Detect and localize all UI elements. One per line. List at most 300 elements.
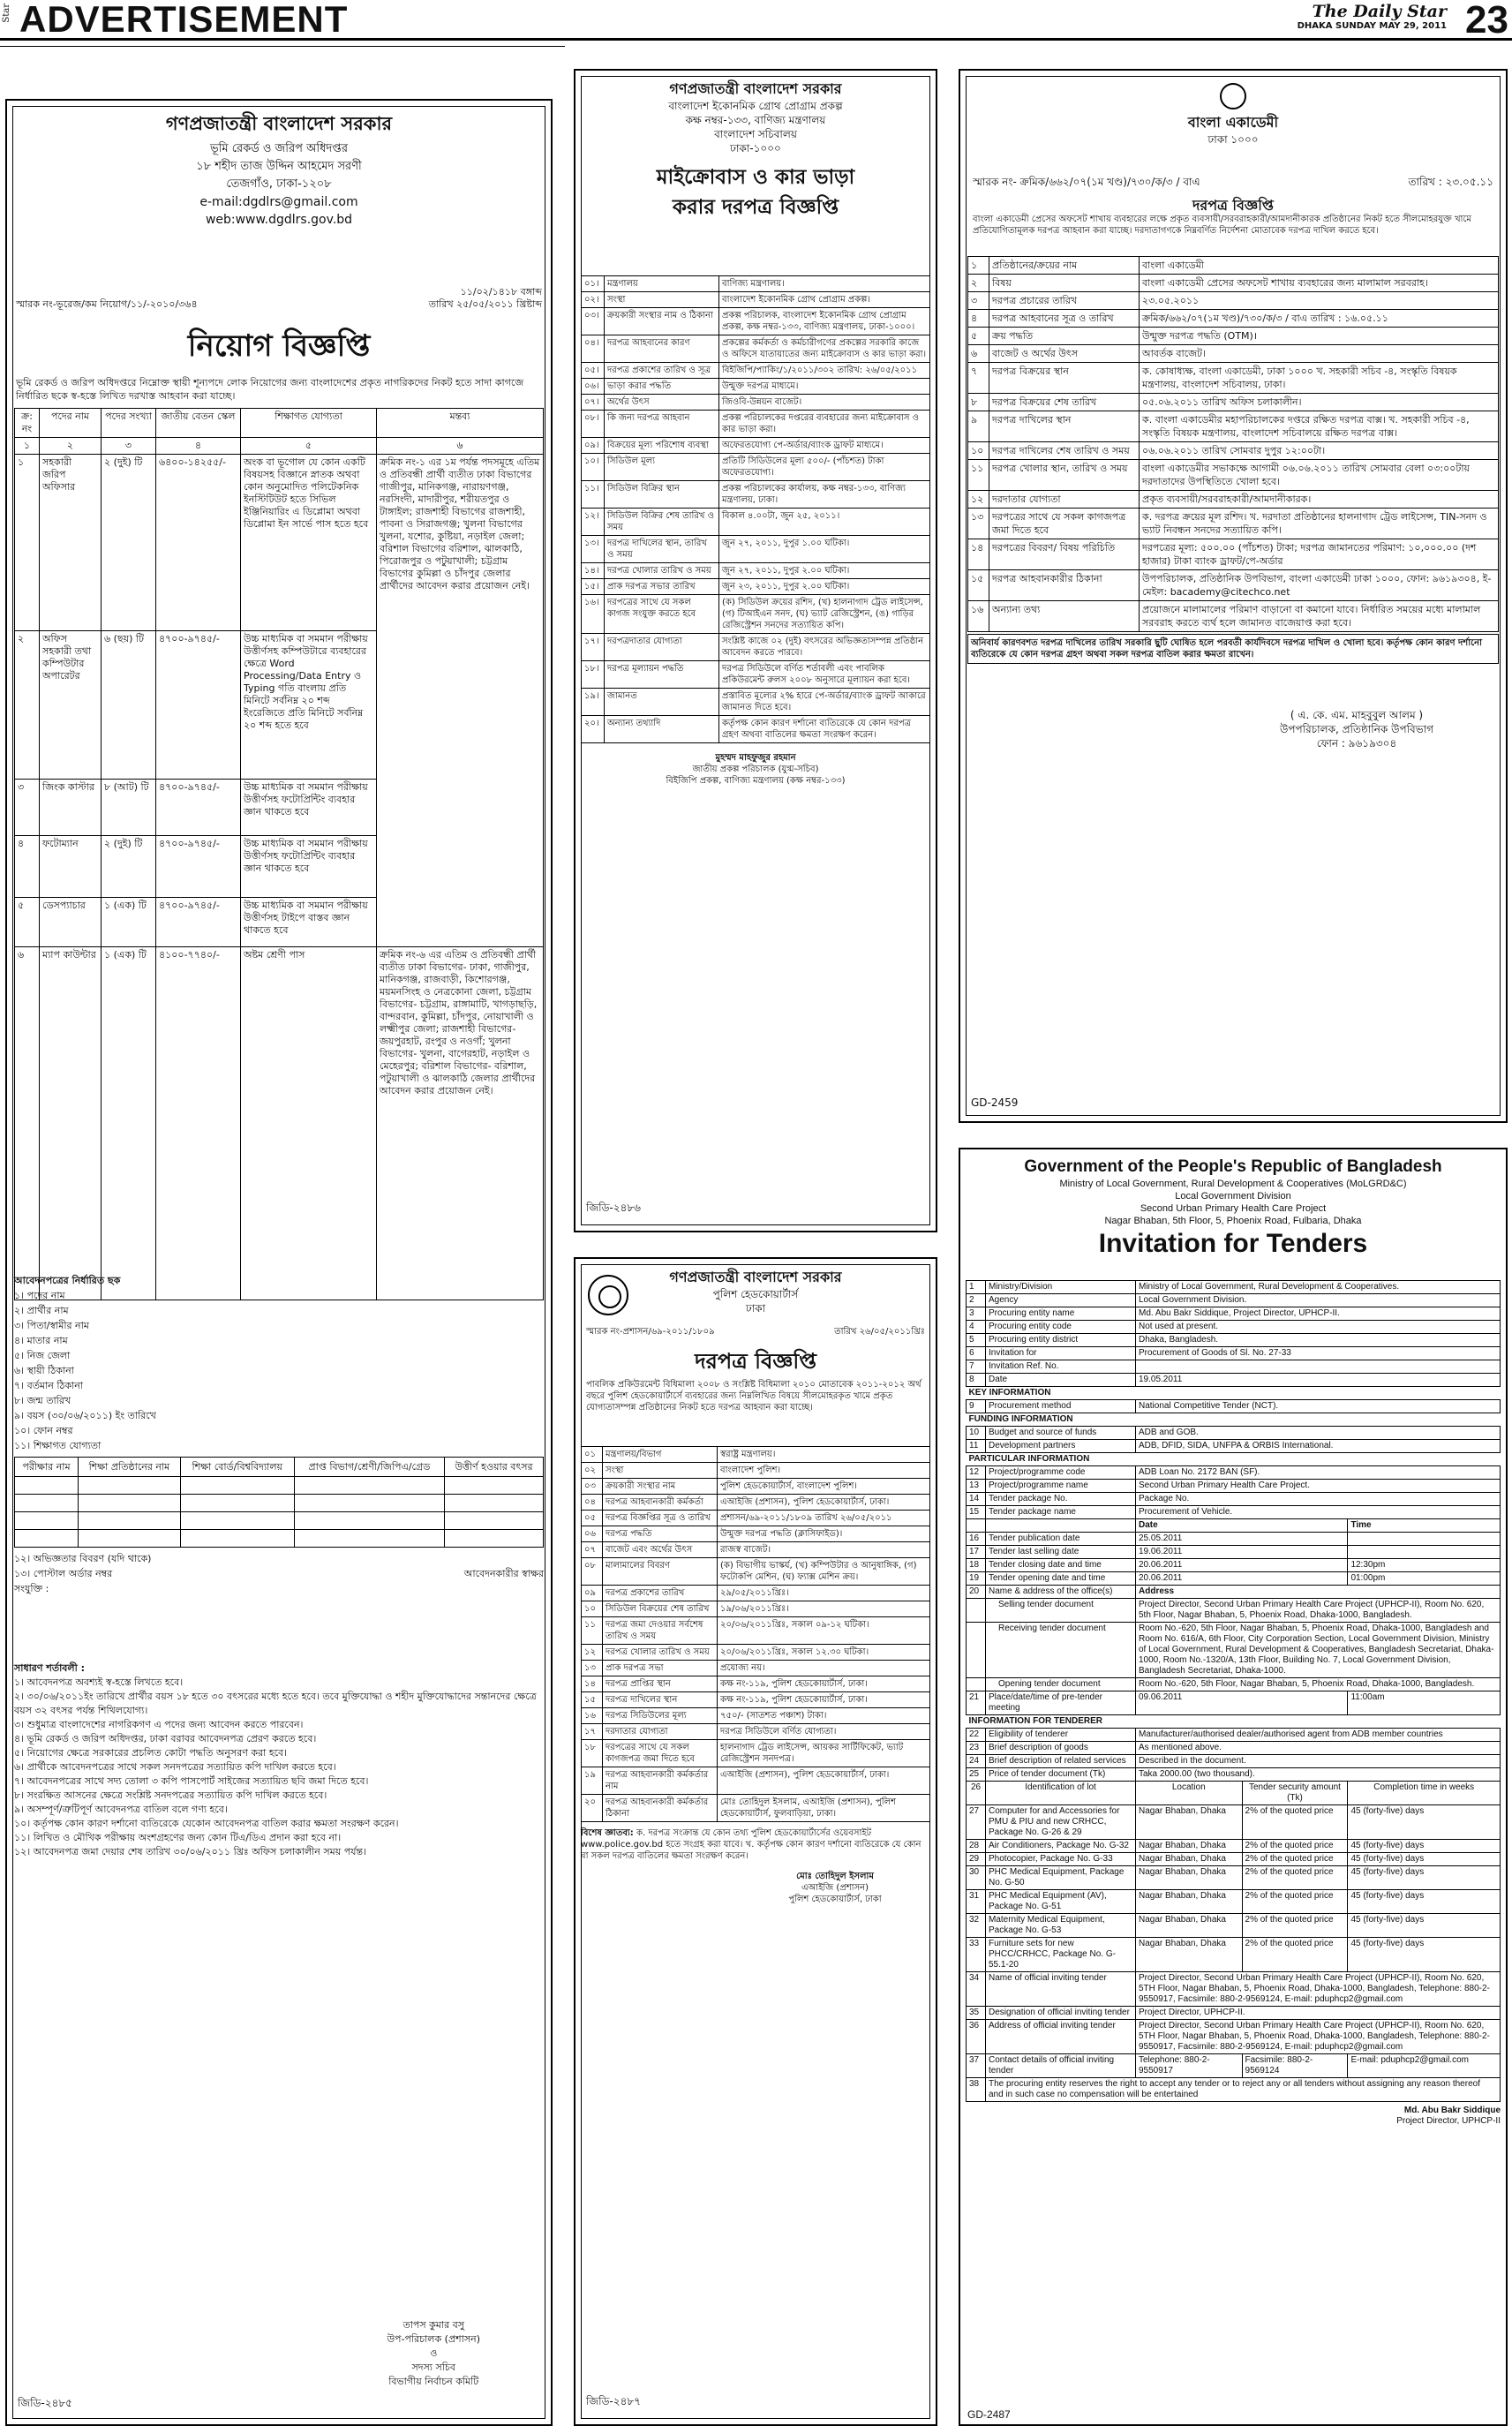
cell: উন্মুক্ত দরপত্র মাধ্যমে।	[719, 379, 930, 395]
table-row	[968, 570, 1499, 601]
table-row	[582, 1795, 930, 1822]
col-header: পদের সংখ্যা	[102, 409, 156, 438]
cell: 18	[967, 1559, 986, 1572]
address-line: পুলিশ হেডকোয়ার্টার্স	[712, 1288, 799, 1300]
address-line: ঢাকা ১০০০	[1207, 133, 1259, 146]
cell: ০৬.০৬.২০১১ তারিখ সোমবার দুপুর ১২:০০টা।	[1140, 442, 1499, 460]
condition: ৮। সংরক্ষিত আসনের ক্ষেত্রে সংশ্লিষ্ট সনদপত্রের সত্যায়িত কপি দাখিল করতে হবে।	[14, 1789, 327, 1801]
cell: INFORMATION FOR TENDERER	[967, 1715, 1501, 1729]
cell: 23	[967, 1742, 986, 1755]
cell: অন্যান্য তথ্য	[989, 601, 1140, 632]
cell: কক্ষ নং-১১৯, পুলিশ হেডকোয়ার্টার্স, ঢাকা।	[718, 1692, 930, 1708]
address-line: ঢাকা	[745, 1302, 766, 1315]
cell: Completion time in weeks	[1348, 1782, 1501, 1805]
cell: Nagar Bhaban, Dhaka	[1136, 1938, 1243, 1972]
cell: Facsimile: 880-2-9569124	[1242, 2054, 1348, 2078]
cell: 15	[967, 1506, 986, 1519]
cell: Tender package No.	[986, 1493, 1136, 1506]
cell: ০৭	[582, 1542, 603, 1558]
table-row	[582, 454, 930, 481]
cell: KEY INFORMATION	[967, 1387, 1501, 1400]
ad-heading: গণপ্রজাতন্ত্রী বাংলাদেশ সরকার	[165, 113, 393, 134]
cell: ১৭	[582, 1724, 603, 1740]
cell: ২৩.০৫.২০১১	[1140, 292, 1499, 310]
newspaper-name: The Daily Star	[1312, 2, 1447, 21]
cell: 17	[967, 1546, 986, 1559]
cell: Procurement method	[986, 1400, 1136, 1413]
cell: দরপত্র আহবানের সূত্র ও তারিখ	[989, 310, 1140, 328]
cell: Selling tender document	[986, 1599, 1136, 1623]
cell: ১৭।	[582, 634, 605, 661]
cell: Nagar Bhaban, Dhaka	[1136, 1866, 1243, 1890]
table-row	[582, 1676, 930, 1692]
table-row	[582, 1526, 930, 1542]
cell: ০২	[582, 1463, 603, 1479]
cell: Nagar Bhaban, Dhaka	[1136, 1805, 1243, 1840]
cell: 45 (forty-five) days	[1348, 1853, 1501, 1866]
cell: ৮ (আট) টি	[102, 780, 156, 836]
cell: Second Urban Primary Health Care Project.	[1136, 1480, 1501, 1493]
cell: FUNDING INFORMATION	[967, 1413, 1501, 1427]
ad-police-tender	[574, 1257, 937, 2426]
table-row	[968, 509, 1499, 539]
cell: Nagar Bhaban, Dhaka	[1136, 1840, 1243, 1853]
special-text: ক. দরপত্র সংক্রান্ত যে কোন তথ্য পুলিশ হেডকোয়ার্টার্সের ওয়েবসাইট www.police.gov.bd হতে সংগ্রহ করা যাবে। খ. কর্তৃপক্ষ কোন কারণ দর্শানো ব্যতিরেকে যে কোন বা সকল দরপত্র বাতিলের ক্ষমতা সংরক্ষণ করেন।	[581, 1828, 921, 1861]
cell: Md. Abu Bakr Siddique, Project Director, UPHCP-II.	[1136, 1307, 1501, 1321]
gd-number: GD-2487	[967, 2408, 1011, 2421]
cell: উচ্চ মাধ্যমিক বা সমমান পরীক্ষায় উত্তীর্ণসহ টাইপে বাস্তব জ্ঞান থাকতে হবে	[241, 898, 377, 947]
cell: Project/programme name	[986, 1480, 1136, 1493]
table-row	[968, 411, 1499, 442]
cell: ১	[968, 257, 989, 275]
note: অনিবার্য কারণবশত দরপত্র দাখিলের তারিখ সরকারি ছুটি ঘোষিত হলে পরবর্তী কার্যদিবসে দরপত্র দাখিল ও খোলা হবে। কর্তৃপক্ষ কোন কারণ দর্শানো ব্যতিরেকে যে কোন দরপত্র গ্রহণ অথবা সকল দরপত্র বাতিল করার ক্ষমতা রাখেন।	[967, 634, 1499, 664]
cell: অর্থের উৎস	[605, 395, 719, 411]
ad-title: দরপত্র বিজ্ঞপ্তি	[695, 1349, 816, 1374]
signer-line: এআইজি (প্রশাসন)	[801, 1883, 869, 1893]
cell: সিডিউল বিক্রির শেষ তারিখ ও সময়	[605, 509, 719, 536]
cell: Ministry of Local Government, Rural Development & Cooperatives.	[1136, 1281, 1501, 1294]
cell: দরপত্র দাখিলের স্থান	[989, 411, 1140, 442]
cell: ১ (এক) টি	[102, 947, 156, 1300]
masthead	[0, 0, 1512, 41]
table-row	[15, 947, 544, 1300]
signer-name: তাপস কুমার বসু	[402, 2319, 465, 2331]
ad-heading: গণপ্রজাতন্ত্রী বাংলাদেশ সরকার	[669, 1269, 842, 1285]
cell: ৭	[968, 363, 989, 394]
cell: ৪	[15, 836, 40, 898]
table-row	[967, 1972, 1501, 2007]
cell: Invitation for	[986, 1347, 1136, 1360]
cell: ডেসপ্যাচার	[40, 898, 102, 947]
cell: হালনাগাদ ট্রেড লাইসেন্স, আয়কর সার্টিফিকেট, ভ্যাট রেজিস্ট্রেশন সনদপত্র।	[718, 1740, 930, 1767]
table-row	[582, 563, 930, 579]
cell	[1348, 1533, 1501, 1546]
cell: 7	[967, 1360, 986, 1374]
ad-vehicle-rent	[574, 69, 937, 1232]
cell: Development partners	[986, 1440, 1136, 1453]
cell: PARTICULAR INFORMATION	[967, 1453, 1501, 1466]
cell	[1348, 1546, 1501, 1559]
cell: Contact details of official inviting tender	[986, 2054, 1136, 2078]
cell: ২ (দুই) টি	[102, 455, 156, 631]
memo-ref: স্মারক নং- ক্রমিক/৬৬২/০৭(১ম খণ্ড)/৭৩০/ক/৩ / বাএ	[973, 176, 1200, 188]
cell: ১১	[968, 460, 989, 491]
cell: 32	[967, 1914, 986, 1938]
cell: 33	[967, 1938, 986, 1972]
address-line: ভূমি রেকর্ড ও জরিপ অধিদপ্তর	[209, 142, 349, 155]
table-row	[967, 1533, 1501, 1546]
table-row	[968, 345, 1499, 363]
vacancy-table	[14, 408, 544, 1300]
form-field: ৭। বর্তমান ঠিকানা	[14, 1380, 83, 1391]
cell: জুন ২৭, ২০১১, দুপুর ১.০০ ঘটিকা।	[719, 536, 930, 563]
table-row	[582, 1617, 930, 1645]
cell: National Competitive Tender (NCT).	[1136, 1400, 1501, 1413]
cell: ২০	[582, 1795, 603, 1822]
cell: Procuring entity district	[986, 1334, 1136, 1347]
cell: বাজেট ও অর্থের উৎস	[989, 345, 1140, 363]
table-row	[582, 276, 930, 292]
cell: প্রকৃত ব্যবসায়ী/সরবরাহকারী/আমদানীকারক।	[1140, 491, 1499, 509]
cell: ভাড়া করার পদ্ধতি	[605, 379, 719, 395]
cell: দরপত্র দাখিলের স্থান	[603, 1692, 718, 1708]
cell: জিওবি-উন্নয়ন বাজেট।	[719, 395, 930, 411]
table-row	[582, 1661, 930, 1676]
cell: দরপত্র প্রকাশের তারিখ	[603, 1586, 718, 1601]
cell: 20.06.2011	[1136, 1572, 1348, 1586]
table-row	[582, 634, 930, 661]
cell: 20	[967, 1586, 986, 1599]
cell: অন্যান্য তথ্যাদি	[605, 716, 719, 743]
memo-ref: স্মারক নং-ভূরেজ/কম নিয়োগ/১১/-২০১০/৩৬৪	[16, 298, 198, 310]
cell: ৬৪০০-১৪২৫৫/-	[156, 455, 241, 631]
ad-title: নিয়োগ বিজ্ঞপ্তি	[187, 328, 371, 364]
cell: দরপত্র জমা দেওয়ার সর্বশেষ তারিখ ও সময়	[603, 1617, 718, 1645]
cell: মন্ত্রণালয়/বিভাগ	[603, 1447, 718, 1463]
cell: Described in the document.	[1136, 1755, 1501, 1768]
cell: Date	[986, 1374, 1136, 1387]
address-line: তেজগাঁও, ঢাকা-১২০৮	[226, 177, 332, 191]
cell: বাংলাদেশ ইকোনমিক গ্রোথ প্রোগ্রাম প্রকল্প।	[719, 292, 930, 308]
cell: প্রকল্প পরিচালক, বাংলাদেশ ইকোনমিক গ্রোথ প্রোগ্রাম প্রকল্প, কক্ষ নম্বর-১৩৩, বাণিজ্য মন্ত্রণালয়, ঢাকা-১০০০।	[719, 308, 930, 335]
ad-recruitment	[5, 99, 553, 2426]
form-field: ৮। জন্ম তারিখ	[14, 1395, 71, 1406]
cell: 12	[967, 1466, 986, 1480]
cell: 2% of the quoted price	[1242, 1853, 1348, 1866]
cell: Tender publication date	[986, 1533, 1136, 1546]
table-row	[967, 1374, 1501, 1387]
cell: 2	[967, 1294, 986, 1307]
table-row	[582, 509, 930, 536]
cell: ৪১০০-৭৭৪০/-	[156, 947, 241, 1300]
table-row	[582, 661, 930, 689]
cell: প্রশাসন/৬৯-২০১১/১৮০৯ তারিখ ২৬/০৫/২০১১	[718, 1511, 930, 1526]
col-number: ২	[40, 438, 102, 455]
ad-invitation-for-tenders	[959, 1148, 1508, 2426]
cell: ম্যাপ কাউন্টার	[40, 947, 102, 1300]
cell: Nagar Bhaban, Dhaka	[1136, 1914, 1243, 1938]
table-row	[967, 1294, 1501, 1307]
cell: দরপত্রদাতার যোগ্যতা	[605, 634, 719, 661]
cell: ০৯।	[582, 438, 605, 454]
cell: কক্ষ নং-১১৯, পুলিশ হেডকোয়ার্টার্স, ঢাকা।	[718, 1676, 930, 1692]
table-row	[967, 1440, 1501, 1453]
form-field: ৪। মাতার নাম	[14, 1335, 68, 1346]
date-label: তারিখ	[428, 298, 454, 310]
col-number: ৪	[156, 438, 241, 455]
table-row	[582, 411, 930, 438]
cell: ০৬।	[582, 379, 605, 395]
cell: Air Conditioners, Package No. G-32	[986, 1840, 1136, 1853]
cell: Ministry/Division	[986, 1281, 1136, 1294]
table-row	[968, 328, 1499, 345]
emblem-icon	[1220, 83, 1246, 109]
date-header-row	[967, 1519, 1501, 1533]
cell: জুন ২৩, ২০১১, দুপুর ২.০০ ঘটিকা।	[719, 579, 930, 595]
cell: 34	[967, 1972, 986, 2007]
col-header: জাতীয় বেতন স্কেল	[156, 409, 241, 438]
cell: উচ্চ মাধ্যমিক বা সমমান পরীক্ষায় উত্তীর্ণসহ ফটোপ্রিন্টিং ব্যবহার জ্ঞান থাকতে হবে	[241, 836, 377, 898]
cell: ১০।	[582, 454, 605, 481]
ad-bangla-academy	[959, 69, 1508, 1123]
cell: Nagar Bhaban, Dhaka	[1136, 1853, 1243, 1866]
cell: 5	[967, 1334, 986, 1347]
cell	[1136, 1360, 1501, 1374]
table-row	[967, 1678, 1501, 1691]
cell: ৬	[968, 345, 989, 363]
cell: ক্রয়কারী সংস্থার নাম	[603, 1479, 718, 1495]
cell: উচ্চ মাধ্যমিক বা সমমান পরীক্ষায় উত্তীর্ণসহ ফটোপ্রিন্টিং ব্যবহার জ্ঞান থাকতে হবে	[241, 780, 377, 836]
table-row	[582, 1692, 930, 1708]
memo-date: তারিখ ২৬/০৫/২০১১খ্রিঃ	[834, 1327, 925, 1337]
lot-row	[967, 1805, 1501, 1840]
section-title: ADVERTISEMENT	[19, 0, 349, 40]
table-row	[967, 1506, 1501, 1519]
table-row	[582, 308, 930, 335]
cell: Telephone: 880-2-9550917	[1136, 2054, 1243, 2078]
cell: ১৩	[582, 1661, 603, 1676]
cell: Designation of official inviting tender	[986, 2007, 1136, 2020]
cell: ০১।	[582, 276, 605, 292]
signer-name: ( এ. কে. এম. মাহবুবুল আলম )	[1290, 709, 1424, 721]
lot-row	[967, 1866, 1501, 1890]
cell: ADB and GOB.	[1136, 1427, 1501, 1440]
col-header: ক্র: নং	[15, 409, 40, 438]
cell: 45 (forty-five) days	[1348, 1890, 1501, 1914]
cell: মোঃ তোহিদুল ইসলাম, এআইজি (প্রশাসন), পুলিশ হেডকোয়ার্টার্স, ফুলবাড়িয়া, ঢাকা।	[718, 1795, 930, 1822]
cell: Tender opening date and time	[986, 1572, 1136, 1586]
form-field: ১০। ফোন নম্বর	[14, 1425, 73, 1436]
table-row	[967, 1586, 1501, 1599]
cell: ১৬	[968, 601, 989, 632]
cell: ১৫।	[582, 579, 605, 595]
cell: Time	[1348, 1519, 1501, 1533]
form-field: ৬। স্থায়ী ঠিকানা	[14, 1365, 74, 1376]
cell: ২৯/০৫/২০১১খ্রিঃ।	[718, 1586, 930, 1601]
cell: 1	[967, 1281, 986, 1294]
condition: ৫। নিয়োগের ক্ষেত্রে সরকারের প্রচলিত কোটা পদ্ধতি অনুসরণ করা হবে।	[14, 1747, 288, 1759]
signature-block	[387, 2318, 480, 2389]
cell: দরপত্রের সাথে যে সকল কাগজপত্র জমা দিতে হবে	[603, 1740, 718, 1767]
section-row	[967, 1413, 1501, 1427]
gd-number: জিডি-২৪৮৭	[586, 2395, 641, 2407]
cell: Name of official inviting tender	[986, 1972, 1136, 2007]
cell: Manufacturer/authorised dealer/authorised agent from ADB member countries	[1136, 1729, 1501, 1742]
cell: ১৪	[968, 539, 989, 570]
cell: 2% of the quoted price	[1242, 1938, 1348, 1972]
date-en: ২৫/০৫/২০১১ খ্রিষ্টাব্দ	[456, 298, 542, 310]
cell: দরদাতার যোগ্যতা	[603, 1724, 718, 1740]
form-field: ১১। শিক্ষাগত যোগ্যতা	[14, 1440, 102, 1451]
ad-title: করার দরপত্র বিজ্ঞপ্তি	[672, 196, 839, 219]
cell: 09.06.2011	[1136, 1691, 1348, 1715]
cell: বাণিজ্য মন্ত্রণালয়।	[719, 276, 930, 292]
cell: 25	[967, 1768, 986, 1782]
cell: ২ (দুই) টি	[102, 836, 156, 898]
cell: ০৫	[582, 1511, 603, 1526]
memo-date: তারিখ : ২৩.০৫.১১	[1408, 176, 1493, 188]
lot-header-row	[967, 1782, 1501, 1805]
cell: ১২।	[582, 509, 605, 536]
cell: Address	[1136, 1586, 1501, 1599]
cell: Not used at present.	[1136, 1321, 1501, 1334]
cell: 8	[967, 1374, 986, 1387]
table-row	[582, 1479, 930, 1495]
table-row	[582, 1542, 930, 1558]
cell: ADB Loan No. 2172 BAN (SF).	[1136, 1466, 1501, 1480]
cell: 45 (forty-five) days	[1348, 1914, 1501, 1938]
special-title: বিশেষ জ্ঞাতব্য:	[581, 1828, 634, 1838]
cell: দরপত্র আহবানকারীর ঠিকানা	[989, 570, 1140, 601]
cell: ক্রমিক নং-৬ এর এতিম ও প্রতিবন্ধী প্রার্থী ব্যতীত ঢাকা বিভাগের- ঢাকা, গাজীপুর, মানিকগঞ্জ, রাজবাড়ী, কিশোরগঞ্জ, ময়মনসিংহ ও নেত্রকোনা জেলা, চট্টগ্রাম বিভাগের- চট্টগ্রাম, রাঙ্গামাটি, খাগড়াছড়ি, বান্দরবান, কুমিল্লা, চাঁদপুর, নোয়াখালী ও লক্ষ্মীপুর জেলা; রাজশাহী বিভাগের- জয়পুরহাট, রংপুর ও নওগাঁ; খুলনা বিভাগের- খুলনা, বাগেরহাট, নড়াইল ও মেহেরপুর; বরিশাল বিভাগের- বরিশাল, পটুয়াখালী ও ঝালকাঠি জেলার প্রার্থীদের আবেদন করার প্রয়োজন নেই।	[377, 947, 544, 1300]
cell: ৮	[968, 394, 989, 411]
table-row	[967, 1599, 1501, 1623]
cell: 13	[967, 1480, 986, 1493]
cell: ১৬।	[582, 595, 605, 634]
cell: ক্রমিক নং-১ এর ১ম পর্যন্ত পদসমূহে এতিম ও প্রতিবন্ধী প্রার্থী ব্যতীত ঢাকা বিভাগের গাজীপুর, মানিকগঞ্জ, নারায়ণগঞ্জ, নরসিংদী, মাদারীপুর, শরীয়তপুর ও টাঙ্গাইল; রাজশাহী বিভাগের রাজশাহী, পাবনা ও সিরাজগঞ্জ; খুলনা বিভাগের খুলনা, যশোর, কুষ্টিয়া, নড়াইল জেলা; বরিশাল বিভাগের বরিশাল, ঝালকাঠি, পিরোজপুর ও পটুয়াখালী; চট্টগ্রাম বিভাগের কুমিল্লা ও চাঁদপুর জেলার প্রার্থীদের আবেদন করার প্রয়োজন নেই।	[377, 455, 544, 947]
ad-title: মাইক্রোবাস ও কার ভাড়া	[656, 166, 855, 189]
cell: ১৪	[582, 1676, 603, 1692]
cell: দরপত্র দাখিলের স্থান, তারিখ ও সময়	[605, 536, 719, 563]
cell: Eligibility of tenderer	[986, 1729, 1136, 1742]
table-row	[967, 1321, 1501, 1334]
table-row	[967, 1768, 1501, 1782]
cell: 20.06.2011	[1136, 1559, 1348, 1572]
cell: 10	[967, 1427, 986, 1440]
table-row	[967, 1755, 1501, 1768]
ad-intro: বাংলা একাডেমী প্রেসের অফসেট শাখায় ব্যবহারের লক্ষে প্রকৃত ব্যবসায়ী/সরবরাহকারী/আমদানীকারক প্রতিষ্ঠানের নিকট হতে সীলমোহরযুক্ত খামে প্রতিযোগিতামূলক দরপত্র আহবান করা যাচ্ছে। দরদাতাগণকে নিম্নবর্ণিত নির্দেশনা মোতাবেক দরপত্র দাখিল করতে হবে।	[973, 215, 1471, 236]
cell: জুন ২৭, ২০১১, দুপুর ২.০০ ঘটিকা।	[719, 563, 930, 579]
cell: বাংলা একাডেমীর সভাকক্ষে আগামী ০৬.০৬.২০১১ তারিখ সোমবার বেলা ০৩:০০টায় দরদাতাদের উপস্থিতিতে খোলা হবে।	[1140, 460, 1499, 491]
cell: ০৫.০৬.২০১১ তারিখ অফিস চলাকালীন।	[1140, 394, 1499, 411]
signer-line: সদস্য সচিব	[411, 2362, 455, 2373]
cell: ০৮।	[582, 411, 605, 438]
cell: ক্রমিক/৬৬২/০৭(১ম খণ্ড)/৭৩০/ক/৩ / বাএ তারিখ : ১৬.০৫.১১	[1140, 310, 1499, 328]
form-field: ১। পদের নাম	[14, 1290, 65, 1301]
table-row	[15, 455, 544, 631]
cell: ক্রয় পদ্ধতি	[989, 328, 1140, 345]
form-field: সংযুক্তি :	[14, 1583, 49, 1594]
cell: ৭৫০/- (সাতশত পঞ্চাশ) টাকা।	[718, 1708, 930, 1724]
cell: সিডিউল মূল্য	[605, 454, 719, 481]
cell: দরপত্র পদ্ধতি	[603, 1526, 718, 1542]
cell: ৫	[15, 898, 40, 947]
cell: ১৪।	[582, 563, 605, 579]
signer-line: পুলিশ হেডকোয়ার্টার্স, ঢাকা	[788, 1895, 882, 1904]
signer-line: জাতীয় প্রকল্প পরিচালক (যুগ্ম-সচিব)	[692, 765, 819, 774]
cell: 6	[967, 1347, 986, 1360]
memo-ref: স্মারক নং-প্রশাসন/৬৯-২০১১/১৮০৯	[586, 1327, 715, 1337]
cell: দরপত্র খোলার স্থান, তারিখ ও সময়	[989, 460, 1140, 491]
cell: দরপত্র আহবানের কারণ	[605, 335, 719, 363]
cell: প্রাক দরপত্র সভা	[603, 1661, 718, 1676]
cell: 11:00am	[1348, 1691, 1501, 1715]
cell: As mentioned above.	[1136, 1742, 1501, 1755]
signer-name: মুহম্মদ মাহফুজুর রহমান	[715, 753, 796, 763]
cell: 31	[967, 1890, 986, 1914]
cell: মন্ত্রণালয়	[605, 276, 719, 292]
cell: ১৩।	[582, 536, 605, 563]
cell: 37	[967, 2054, 986, 2078]
cell: বিক্রয়ের মূল্য পরিশোধ ব্যবস্থা	[605, 438, 719, 454]
cell: ১৩	[968, 509, 989, 539]
gd-number: জিডি-২৪৮৫	[18, 2397, 72, 2409]
cell: ফটোম্যান	[40, 836, 102, 898]
cell: 2% of the quoted price	[1242, 1840, 1348, 1853]
cell: ১৫	[582, 1692, 603, 1708]
tender-table	[581, 1446, 930, 1822]
table-row	[582, 395, 930, 411]
tender-table	[581, 275, 930, 743]
table-row	[967, 1400, 1501, 1413]
cell: বিষয়	[989, 275, 1140, 292]
cell: Opening tender document	[986, 1678, 1136, 1691]
cell: PHC Medical Equipment, Package No. G-50	[986, 1866, 1136, 1890]
cell: ক্রয়কারী সংস্থার নাম ও ঠিকানা	[605, 308, 719, 335]
table-row	[582, 1447, 930, 1463]
conditions-title: সাধারণ শর্তাবলী :	[14, 1662, 85, 1674]
col-header: শিক্ষা বোর্ড/বিশ্ববিদ্যালয়	[180, 1458, 294, 1477]
col-number: ৫	[241, 438, 377, 455]
section-row	[967, 1715, 1501, 1729]
cell: Price of tender document (Tk)	[986, 1768, 1136, 1782]
cell: Location	[1136, 1782, 1243, 1805]
table-row	[967, 1334, 1501, 1347]
condition: ৯। অসম্পূর্ণ/ত্রুটিপূর্ণ আবেদনপত্র বাতিল বলে গণ্য হবে।	[14, 1804, 228, 1815]
cell: প্রয়োজনে মালামালের পরিমাণ বাড়ানো বা কমানো যাবে। নির্ধারিত সময়ের মধ্যে মালামাল সরবরাহ করতে ব্যর্থ হলে জামানত বাজেয়াপ্ত করা হবে।	[1140, 601, 1499, 632]
table-row	[967, 1572, 1501, 1586]
tender-table	[966, 1280, 1501, 2102]
cell: সহকারী জরিপ অফিসার	[40, 455, 102, 631]
signer-line: উপ-পরিচালক (প্রশাসন)	[387, 2333, 480, 2345]
cell: Photocopier, Package No. G-33	[986, 1853, 1136, 1866]
cell: ৩	[15, 780, 40, 836]
cell: Budget and source of funds	[986, 1427, 1136, 1440]
cell: Room No.-620, 5th Floor, Nagar Bhaban, 5, Phoenix Road, Dhaka-1000, Bangladesh.	[1136, 1678, 1501, 1691]
table-row	[967, 1360, 1501, 1374]
cell: Procurement of Goods of Sl. No. 27-33	[1136, 1347, 1501, 1360]
cell: উন্মুক্ত দরপত্র পদ্ধতি (ক্লাসিফাইড)।	[718, 1526, 930, 1542]
lot-row	[967, 1890, 1501, 1914]
table-row	[968, 363, 1499, 394]
cell: সিডিউল বিক্রির স্থান	[605, 481, 719, 509]
cell: Tender package name	[986, 1506, 1136, 1519]
cell: দরপত্র প্রাপ্তির স্থান	[603, 1676, 718, 1692]
table-row	[582, 1601, 930, 1617]
cell: ১৮।	[582, 661, 605, 689]
table-row	[968, 442, 1499, 460]
email-text: e-mail:dgdlrs@gmail.com	[199, 195, 358, 209]
